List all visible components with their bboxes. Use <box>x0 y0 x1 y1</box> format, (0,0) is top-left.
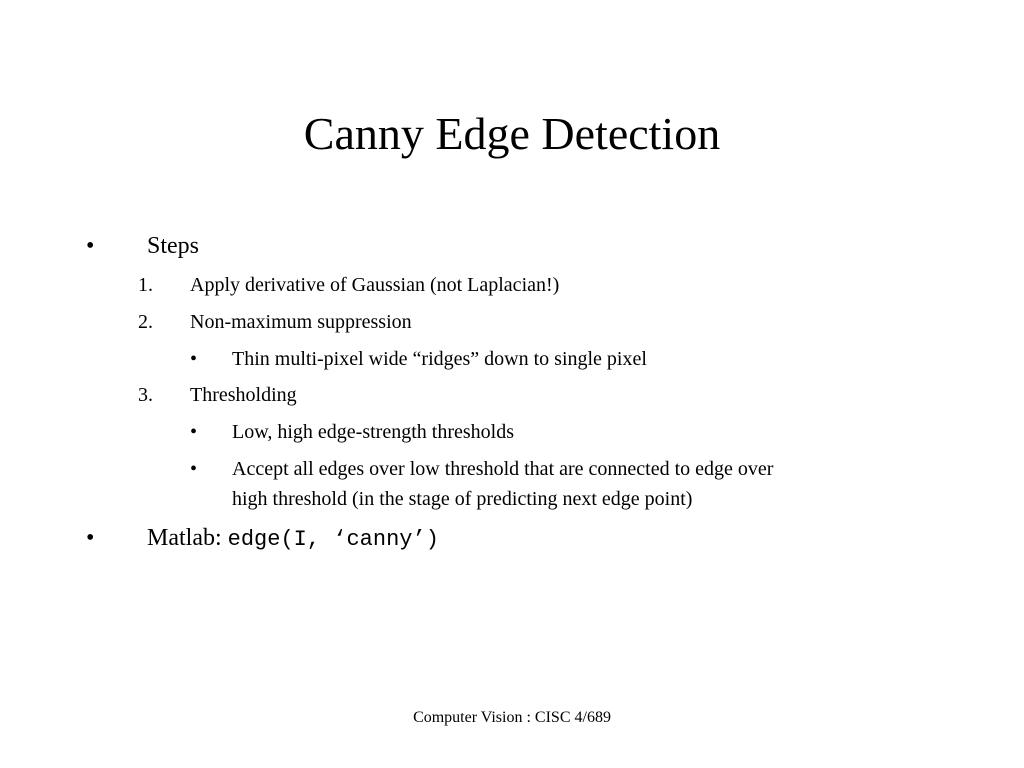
step-2-text: Non-maximum suppression <box>190 311 412 333</box>
slide-footer: Computer Vision : CISC 4/689 <box>413 709 611 726</box>
step-1-number: 1. <box>138 274 153 296</box>
bullet-icon: • <box>86 525 95 551</box>
matlab-line <box>147 524 439 554</box>
bullet-icon: • <box>190 421 198 443</box>
matlab-label: Matlab: <box>147 525 228 551</box>
step-3-number: 3. <box>138 384 153 406</box>
steps-label: Steps <box>147 233 200 259</box>
step-3-text: Thresholding <box>190 384 297 406</box>
bullet-icon: • <box>190 458 198 480</box>
bullet-icon: • <box>190 348 198 370</box>
step-1-text: Apply derivative of Gaussian (not Laplacian!) <box>190 274 560 296</box>
step-2-number: 2. <box>138 311 153 333</box>
matlab-code: edge(I, ‘canny’) <box>227 527 439 552</box>
bullet-icon: • <box>86 233 95 259</box>
step-3-sub-2-line-2: high threshold (in the stage of predicting next edge point) <box>232 488 693 510</box>
slide-title: Canny Edge Detection <box>303 108 721 159</box>
step-3-sub-2-line-1: Accept all edges over low threshold that are connected to edge over <box>232 458 774 480</box>
step-3-sub-1-text: Low, high edge-strength thresholds <box>232 421 514 443</box>
step-2-sub-1-text: Thin multi-pixel wide “ridges” down to single pixel <box>232 348 647 370</box>
